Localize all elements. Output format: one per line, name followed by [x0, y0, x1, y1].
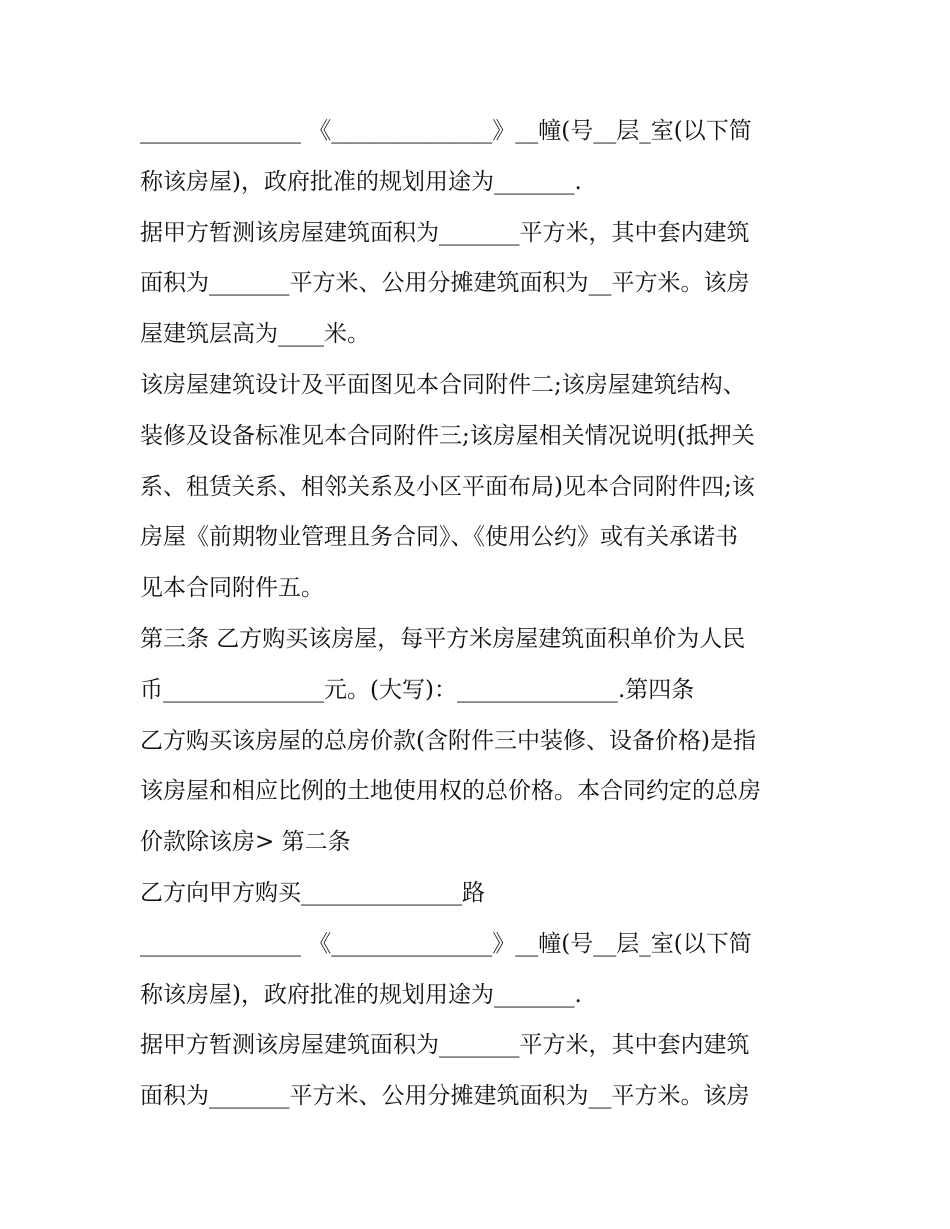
text-line: 该房屋建筑设计及平面图见本合同附件二;该房屋建筑结构、	[140, 371, 746, 398]
text-line: 屋建筑层高为____米。	[140, 321, 370, 348]
text-line: ______________ 《______________》__幢(号__层_室(以下简	[140, 118, 752, 144]
text-line: 该房屋和相应比例的土地使用权的总价格。本合同约定的总房	[140, 778, 761, 805]
text-line: 据甲方暂测该房屋建筑面积为_______平方米，其中套内建筑	[140, 1032, 750, 1059]
text-line: 币______________元。(大写)：______________.第四条	[140, 676, 695, 703]
text-line: 据甲方暂测该房屋建筑面积为_______平方米，其中套内建筑	[140, 219, 750, 246]
text-line: 装修及设备标准见本合同附件三;该房屋相关情况说明(抵押关	[140, 422, 755, 449]
text-line: 称该房屋)，政府批准的规划用途为_______.	[140, 168, 582, 195]
text-line: 见本合同附件五。	[140, 575, 324, 602]
text-line: 面积为_______平方米、公用分摊建筑面积为__平方米。该房	[140, 1083, 750, 1110]
text-line: 乙方向甲方购买______________路	[140, 879, 485, 906]
text-line: 价款除该房> 第二条	[140, 829, 351, 856]
text-line: 系、租赁关系、相邻关系及小区平面布局)见本合同附件四;该	[140, 473, 755, 500]
text-line: 房屋《前期物业管理且务合同》、《使用公约》或有关承诺书	[140, 524, 738, 551]
text-line: 称该房屋)，政府批准的规划用途为_______.	[140, 981, 582, 1008]
document-body	[140, 106, 830, 1122]
text-line: ______________ 《______________》__幢(号__层_室(以下简	[140, 930, 752, 957]
text-line: 乙方购买该房屋的总房价款(含附件三中装修、设备价格)是指	[140, 727, 756, 754]
text-line: 第三条 乙方购买该房屋，每平方米房屋建筑面积单价为人民	[140, 625, 746, 652]
text-line: 面积为_______平方米、公用分摊建筑面积为__平方米。该房	[140, 270, 750, 297]
